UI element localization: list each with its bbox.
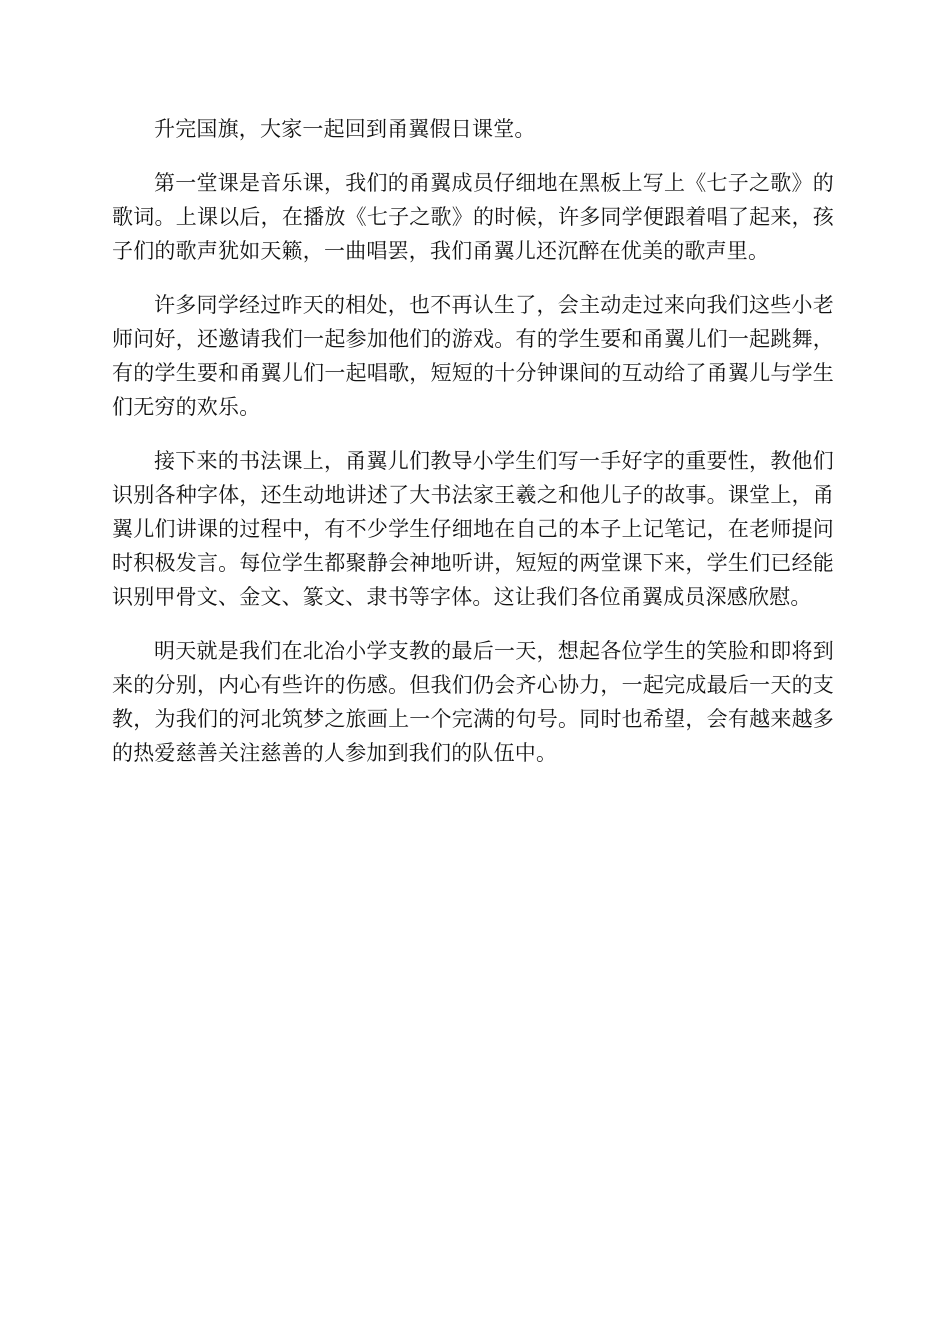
paragraph-1: 升完国旗，大家一起回到甬翼假日课堂。 xyxy=(154,117,536,141)
paragraph-5: 明天就是我们在北冶小学支教的最后一天，想起各位学生的笑脸和即将到来的分别，内心有些许的伤感。但我们仍会齐心协力，一起完成最后一天的支教，为我们的河北筑梦之旅画上一个完满的句号。同时也希望，会有越来越多的热爱慈善关注慈善的人参加到我们的队伍中。 xyxy=(112,639,834,765)
paragraph-2: 第一堂课是音乐课，我们的甬翼成员仔细地在黑板上写上《七子之歌》的歌词。上课以后，在播放《七子之歌》的时候，许多同学便跟着唱了起来，孩子们的歌声犹如天籁，一曲唱罢，我们甬翼儿还沉醉在优美的歌声里。 xyxy=(112,171,834,263)
document-body xyxy=(112,112,834,790)
paragraph-3: 许多同学经过昨天的相处，也不再认生了，会主动走过来向我们这些小老师问好，还邀请我们一起参加他们的游戏。有的学生要和甬翼儿们一起跳舞，有的学生要和甬翼儿们一起唱歌，短短的十分钟课间的互动给了甬翼儿与学生们无穷的欢乐。 xyxy=(112,293,834,419)
paragraph-4: 接下来的书法课上，甬翼儿们教导小学生们写一手好字的重要性，教他们识别各种字体，还生动地讲述了大书法家王羲之和他儿子的故事。课堂上，甬翼儿们讲课的过程中，有不少学生仔细地在自己的本子上记笔记，在老师提问时积极发言。每位学生都聚静会神地听讲，短短的两堂课下来，学生们已经能识别甲骨文、金文、篆文、隶书等字体。这让我们各位甬翼成员深感欣慰。 xyxy=(112,449,834,609)
